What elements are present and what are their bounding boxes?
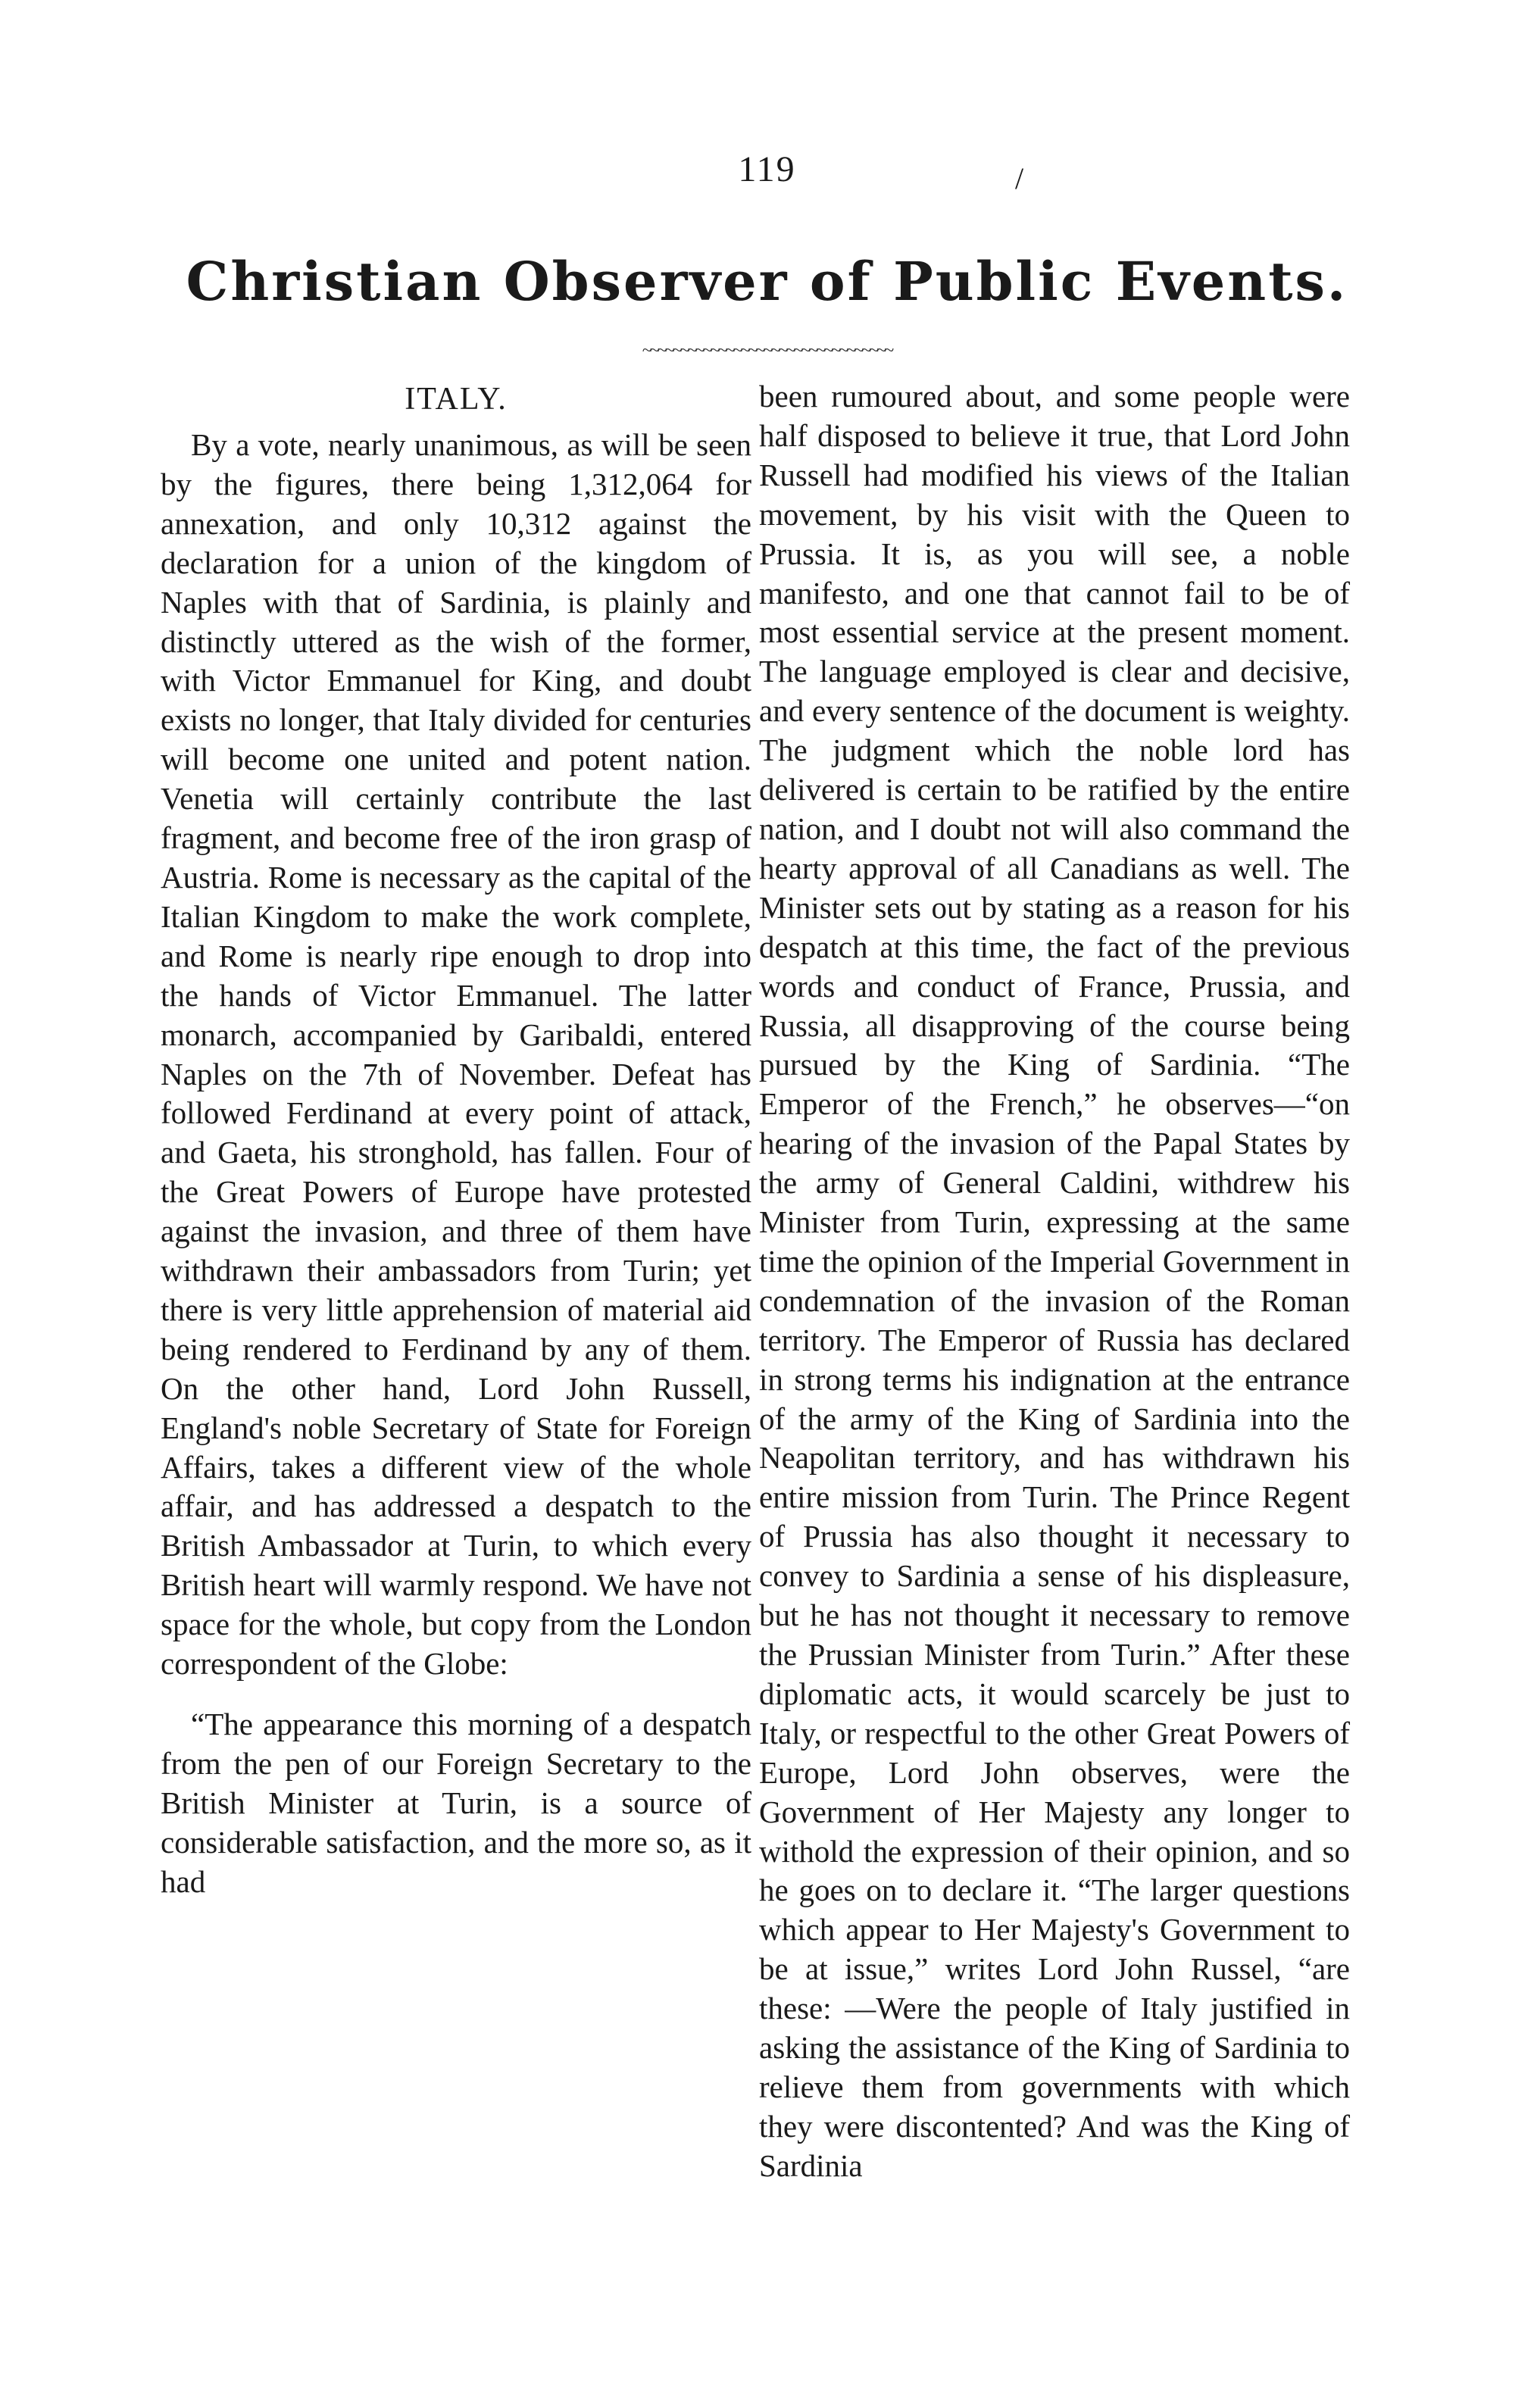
right-paragraph-1: been rumoured about, and some people were half disposed to believe it true, that Lord John Russell had modified his views of the Italian movement, by his visit with the Queen to Prussia. It is, as you will see, a noble manifesto, and one that cannot fail to be of most essential service at the present moment. The language employed is clear and decisive, and every sentence of the document is weighty. The judgment which the noble lord has delivered is certain to be ratified by the entire nation, and I doubt not will also command the hearty approval of all Canadians as well. The Minister sets out by stating as a reason for his despatch at this time, the fact of the previous words and conduct of France, Prussia, and Russia, all disapproving of the course being pursued by the King of Sardinia. “The Emperor of the French,” he observes—“on hearing of the invasion of the Papal States by the army of General Caldini, withdrew his Minister from Turin, expressing at the same time the opinion of the Imperial Government in condemnation of the invasion of the Roman territory. The Emperor of Russia has declared in strong terms his indignation at the entrance of the army of the King of Sardinia into the Neapolitan territory, and has withdrawn his entire mission from Turin. The Prince Regent of Prussia has also thought it necessary to convey to Sardinia a sense of his displeasure, but he has not thought it necessary to remove the Prussian Minister from Turin.” After these diplomatic acts, it would scarcely be just to Italy, or respectful to the other Great Powers of Europe, Lord John observes, were the Government of Her Majesty any longer to withold the expression of their opinion, and so he goes on to declare it. “The larger questions which appear to Her Majesty's Government to be at issue,” writes Lord John Russel, “are these: —Were the people of Italy justified in asking the assistance of the King of Sardinia to relieve them from governments with which they were discontented? And was the King of Sardinia xyxy=(759,379,1350,2183)
masthead-title: Christian Observer of Public Events. xyxy=(186,250,1348,313)
left-column xyxy=(161,377,751,1902)
page-number: 119 xyxy=(738,149,796,189)
section-heading-italy: ITALY. xyxy=(405,382,508,417)
ornamental-rule: ~~~~~~~~~~~~~~~~~~~~~~~~~~~~~~~~~ xyxy=(642,341,892,361)
stray-mark: / xyxy=(1015,161,1024,195)
left-paragraph-1: By a vote, nearly unanimous, as will be seen by the figures, there being 1,312,064 for annexation, and only 10,312 against the declaration for a union of the kingdom of Naples with that of Sardinia, is plainly and distinctly uttered as the wish of the former, with Victor Emmanuel for King, and doubt exists no longer, that Italy divided for centuries will become one united and potent nation. Venetia will certainly contribute the last fragment, and become free of the iron grasp of Austria. Rome is necessary as the capital of the Italian Kingdom to make the work complete, and Rome is nearly ripe enough to drop into the hands of Victor Emmanuel. The latter monarch, accompanied by Garibaldi, entered Naples on the 7th of November. Defeat has followed Ferdinand at every point of attack, and Gaeta, his stronghold, has fallen. Four of the Great Powers of Europe have protested against the invasion, and three of them have withdrawn their ambassadors from Turin; yet there is very little apprehension of material aid being rendered to Ferdinand by any of them. On the other hand, Lord John Russell, England's noble Secretary of State for Foreign Affairs, takes a different view of the whole affair, and has addressed a despatch to the British Ambassador at Turin, to which every British heart will warmly respond. We have not space for the whole, but copy from the London correspondent of the Globe: xyxy=(161,427,751,1682)
left-paragraph-2-quote: “The appearance this morning of a despatch from the pen of our Foreign Secretary to the British Minister at Turin, is a source of considerable satisfaction, and the more so, as it had xyxy=(161,1707,751,1899)
right-column xyxy=(759,377,1350,2186)
